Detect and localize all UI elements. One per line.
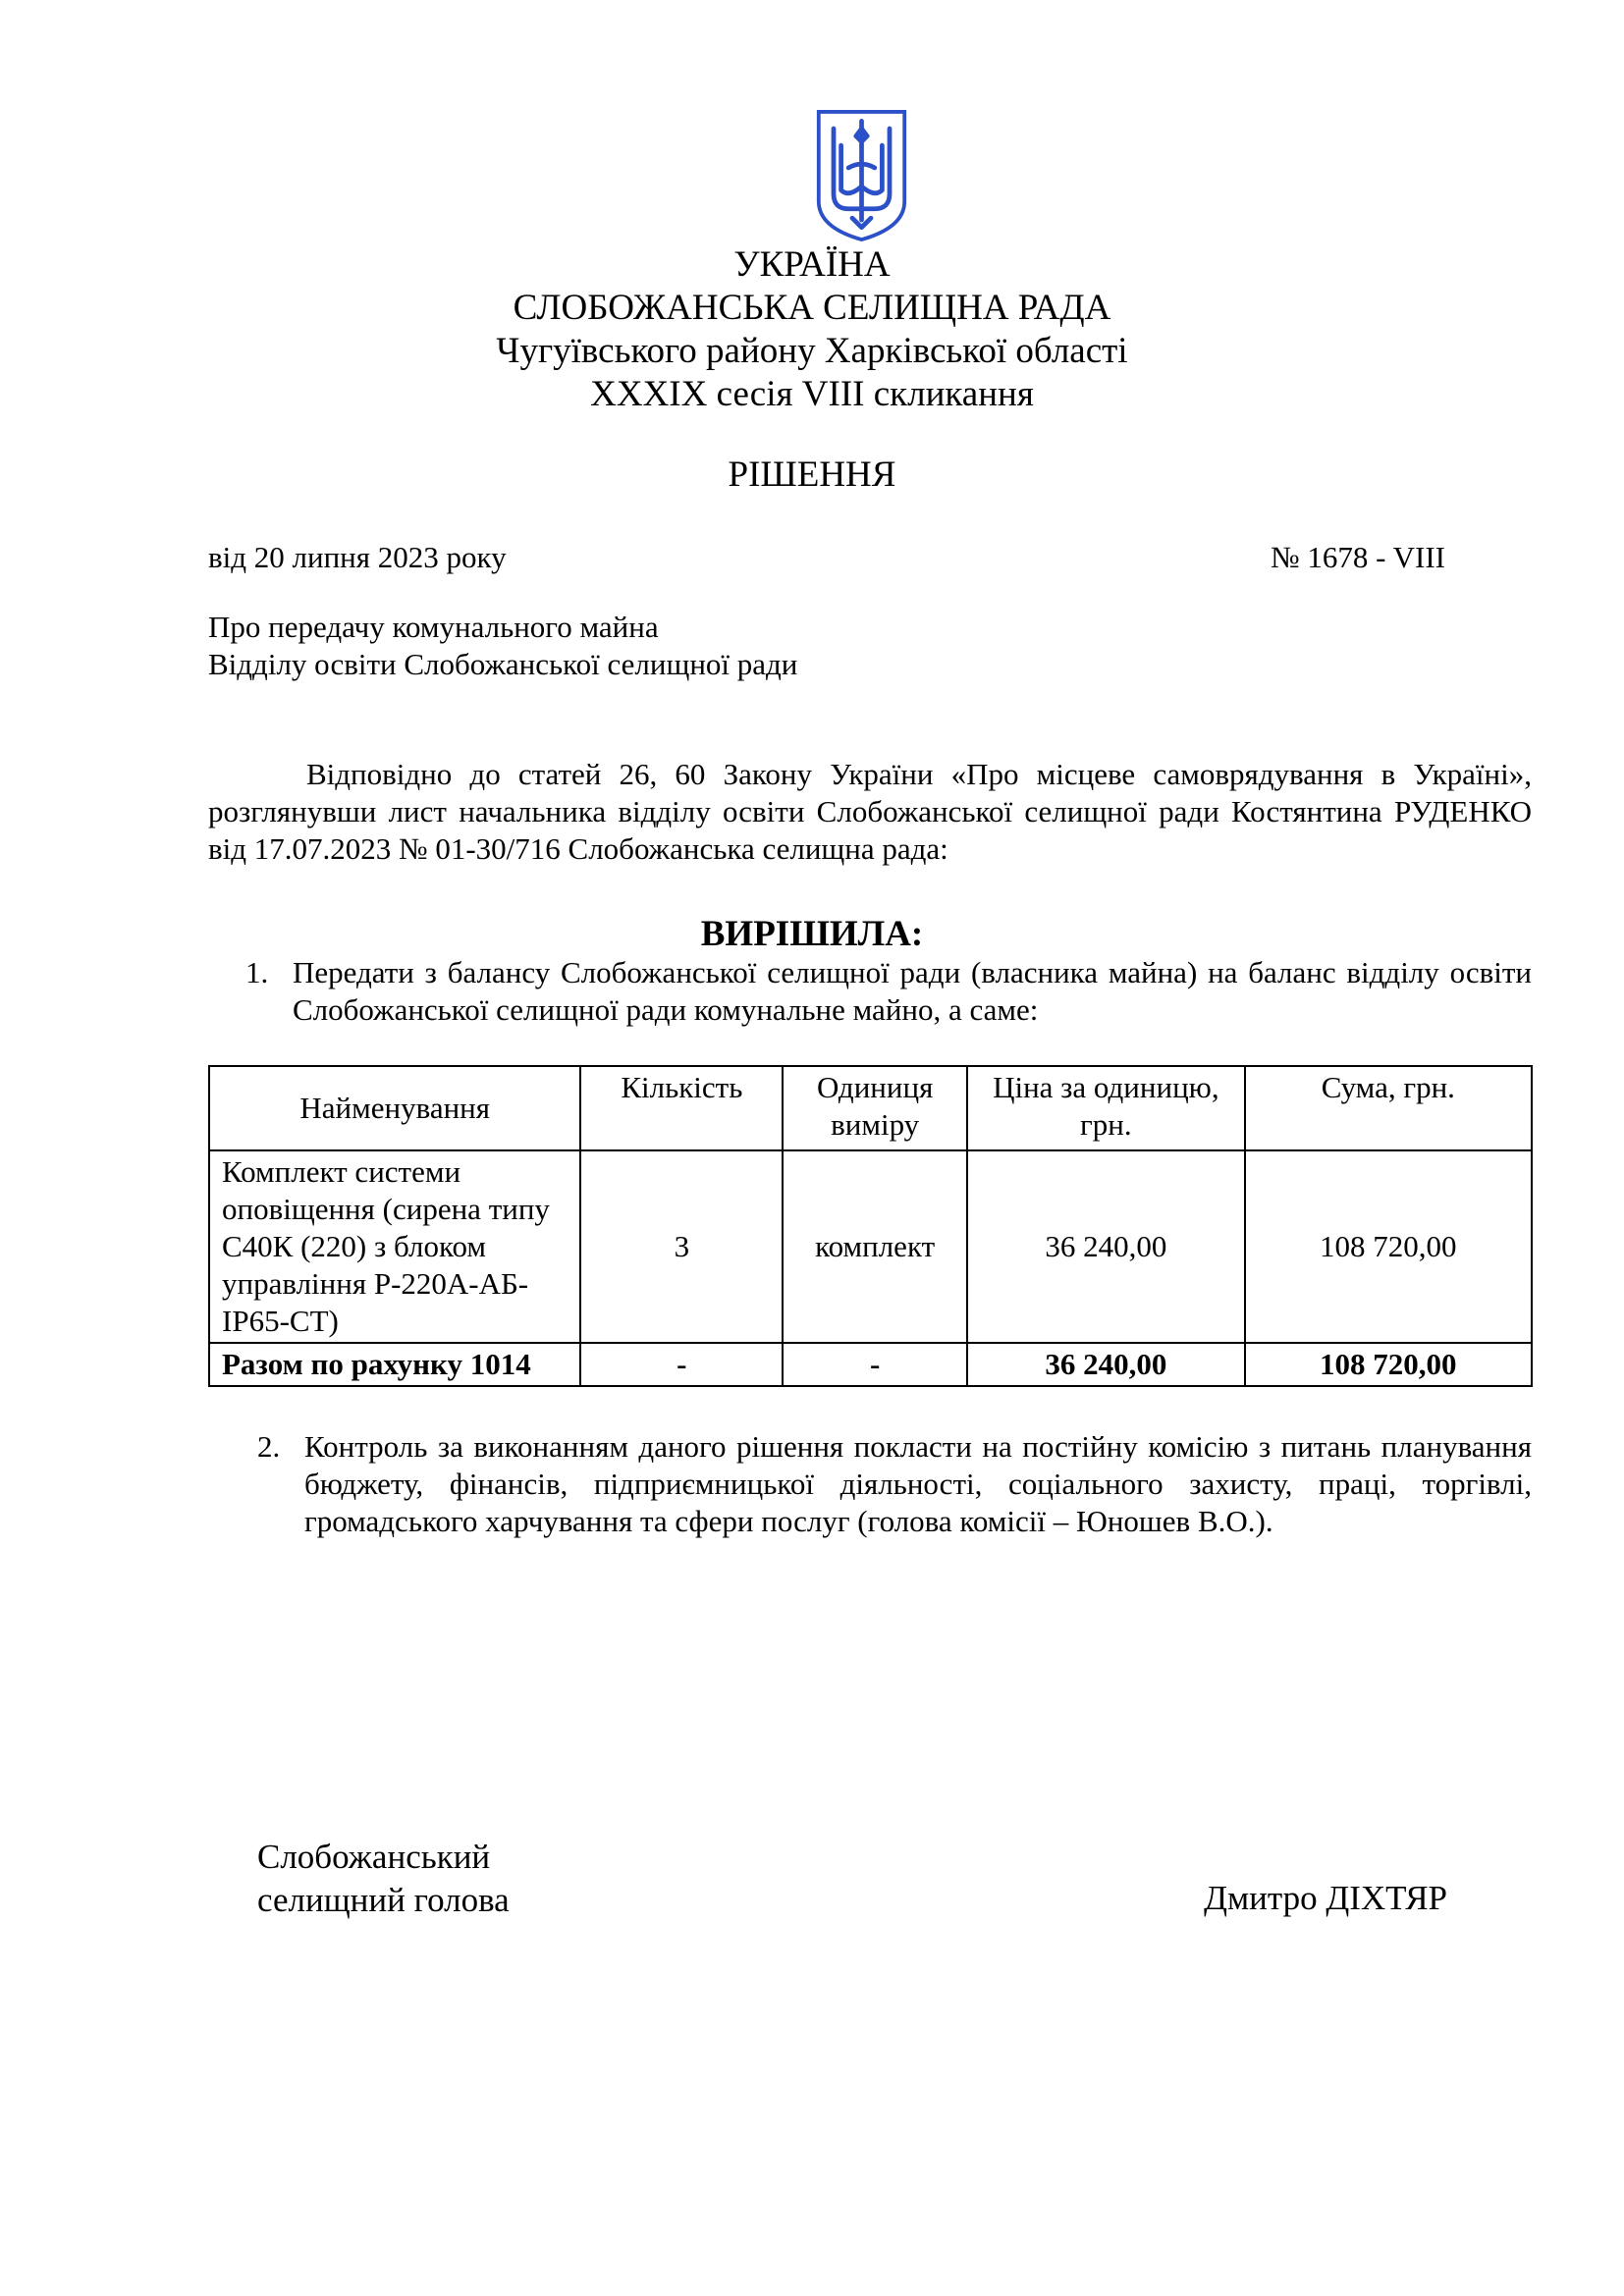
signature-block <box>257 1836 510 1922</box>
signer-title-line-2: селищний голова <box>257 1881 510 1919</box>
trident-icon <box>815 108 908 243</box>
column-header-unit: Одиниця виміру <box>783 1066 967 1150</box>
decision-title: РІШЕННЯ <box>728 454 896 495</box>
cell-unit: комплект <box>783 1150 967 1343</box>
list-item <box>245 954 1532 1029</box>
table-header-row <box>209 1066 1532 1150</box>
header-session: XXXIX сесія VIII скликання <box>590 374 1034 414</box>
item-number: 2. <box>257 1429 281 1464</box>
signer-title-line-1: Слобожанський <box>257 1838 491 1876</box>
decision-subject <box>208 609 797 683</box>
item-text: Контроль за виконанням даного рішення покласти на постійну комісію з питань планування бюджету, фінансів, підприємницької діяльності, соціального захисту, праці, торгівлі, громадського харчування та сфери послуг (голова комісії – Юношев В.О.). <box>304 1429 1532 1538</box>
column-header-quantity: Кількість <box>580 1066 783 1150</box>
header-country: УКРАЇНА <box>733 244 891 285</box>
subject-line-1: Про передачу комунального майна <box>208 610 659 644</box>
total-quantity: - <box>580 1343 783 1386</box>
signer-name: Дмитро ДІХТЯР <box>1204 1879 1447 1917</box>
total-unit: - <box>783 1343 967 1386</box>
item-number: 1. <box>245 955 269 989</box>
subject-line-2: Відділу освіти Слобожанської селищної ради <box>208 647 798 681</box>
table-total-row <box>209 1343 1532 1386</box>
property-table <box>208 1065 1533 1387</box>
column-header-name: Найменування <box>209 1066 580 1150</box>
header-council: СЛОБОЖАНСЬКА СЕЛИЩНА РАДА <box>513 288 1111 328</box>
total-label: Разом по рахунку 1014 <box>209 1343 580 1386</box>
decision-date: від 20 липня 2023 року <box>208 540 507 574</box>
cell-quantity: 3 <box>580 1150 783 1343</box>
cell-name: Комплект системи оповіщення (сирена типу С40К (220) з блоком управління Р-220А-АБ-ІР65-СТ) <box>209 1150 580 1343</box>
column-header-sum: Сума, грн. <box>1245 1066 1532 1150</box>
total-sum: 108 720,00 <box>1245 1343 1532 1386</box>
preamble-paragraph: Відповідно до статей 26, 60 Закону України «Про місцеве самоврядування в Україні», розглянувши лист начальника відділу освіти Слобожанської селищної ради Костянтина РУДЕНКО від 17.07.2023 № 01-30/716 Слобожанська селищна рада: <box>208 757 1532 866</box>
cell-price: 36 240,00 <box>967 1150 1245 1343</box>
resolved-heading: ВИРІШИЛА: <box>700 914 924 954</box>
item-text: Передати з балансу Слобожанської селищної ради (власника майна) на баланс відділу освіти Слобожанської селищної ради комунальне майно, а саме: <box>293 955 1532 1027</box>
header-region: Чугуївського району Харківської області <box>496 331 1128 371</box>
table-row <box>209 1150 1532 1343</box>
cell-sum: 108 720,00 <box>1245 1150 1532 1343</box>
document-header <box>0 243 1624 416</box>
list-item <box>257 1428 1532 1540</box>
column-header-price: Ціна за одиницю, грн. <box>967 1066 1245 1150</box>
decision-number: № 1678 - VIII <box>1271 540 1445 574</box>
total-price: 36 240,00 <box>967 1343 1245 1386</box>
